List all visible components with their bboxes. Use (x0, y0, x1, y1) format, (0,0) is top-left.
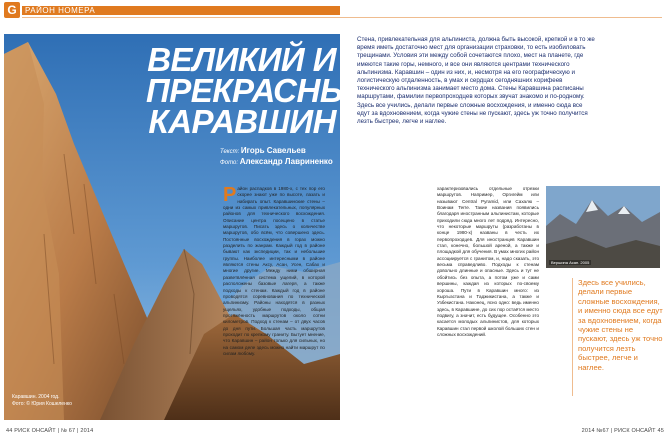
lead-paragraph: Стена, привлекательная для альпиниста, должна быть высокой, крепкой и в то же время иметь достаточно мест для организации страховки, то есть изобиловать трещинами. Условия эти между собой сочетаются плохо, мест на планете, где имеются такие горы, немного, и все они являются центрами технического альпинизма. Каравшин – один из них, и, несмотря на его географическую и логистическую отдаленность, в умах и сердцах сегодняшних корифеев технического альпинизма занимает место дома. Стены Каравшина расписаны маршрутами, фамилии первопроходцев которых звучат знакомо и по-родному. Здесь все учились, делали первые сложные восхождения, и именно сюда все едут за вдохновением, когда чужие стены не пускают, здесь уж точно получится лезть быстрее, легче и наглее. (357, 36, 595, 126)
body-column-2: характеризовались отдельные отрезки маршрутов. Например, Оргигейм или называют Central Pyramid, или Сахалю – Воинам Terre. Такие названия появились благодаря иностранным альпинистам, которые приходили сюда много лет подряд. Интересно, что некоторые маршруты (разработаны в конце 1980-х) названы в честь их первопроходцев. Для иностранцев Каравшин стал, конечно, большой ареной, а также и площадкой для обучения. В умах многих район ассоциируется с гранитом, и, надо сказать, это весьма справедливо. Подходы к стенам довольно длинные и опасные. Здесь и тут не обойтись без опыта, а потом уже и сами вершины, каждая из которых по-своему хороша. Пути в Каравшин много: из Кыргызстана и Таджикистана, а также и Узбекистана. Наконец, ясно одно: ведь именно здесь, в Каравшине, до сих пор остаётся место подвигу, а значит, есть будущее. Особенно это касается молодых альпинистов, для которых Каравшин стал первой школой больших стен и сложных восхождений. (437, 186, 539, 337)
section-title: РАЙОН НОМЕРА (25, 6, 96, 15)
article-headline: ВЕЛИКИЙ И ПРЕКРАСНЫЙ КАРАВШИН (146, 41, 376, 140)
photo-caption (12, 394, 72, 408)
header-rule (22, 17, 662, 18)
footer-left: 44 РИСК ОНСАЙТ | № 67 | 2014 (6, 428, 94, 434)
article-credits (220, 146, 336, 168)
footer-right: 2014 №67 | РИСК ОНСАЙТ 45 (581, 428, 664, 434)
photo-caption-line1: Каравшин. 2004 год. (12, 394, 60, 400)
inset-photo (546, 186, 660, 268)
inset-caption: Вершина Асан. 2005 (551, 260, 590, 265)
column-1-text: айон распадков в 1980-х, с тех пор его скорее знают уже по высоте, лазать и набирать опыт. Каравшинские стены – одни из самых привлекательных, популярных районов для технического восхождения. Описание центра посещено в статье маршрутов. Писать здесь о количестве маршрутов, обо всём, что совершено здесь. Постоянные восхождения в горах можно разделить по жанрам. Каждый год в районе бывают как экспедиции, так и небольшие группы. Наиболее интересными в районе являются стены Аксу, Асан, Усен, Сабах и многие другие. Между ними обширная разветвлённая система ущелий, в которой расположены базовые лагеря, а также подходы к стенам. Каждый год в районе проводятся соревнования по технической альпинизму. Районы находятся в разных ущельях, удобные подходы, общая протяжённость маршрутов около сотни километров. Подход к стенам – от двух часов до дня пути. Большая часть маршрутов проходит по крепкому граниту. Бытует мнение, что Каравшин – район только для сильных, но на самом деле здесь можно найти маршрут по силам любому. (223, 186, 325, 356)
photographer-name: Александр Лавриненко (239, 157, 333, 166)
pullquote-rule (572, 278, 573, 396)
magazine-logo: G (4, 2, 20, 18)
pullquote: Здесь все учились, делали первые сложные восхождения, и именно сюда все едут за вдохновением, когда чужие стены не пускают, здесь уж точно получится лезть быстрее, легче и наглее. (578, 278, 663, 372)
photo-label: Фото: (220, 160, 239, 166)
author-name: Игорь Савельев (240, 146, 306, 155)
drop-cap: Р (223, 184, 237, 206)
photo-caption-line2: Фото: © Юрия Кошеленко (12, 401, 72, 407)
text-label: Текст: (220, 149, 240, 155)
body-column-1 (223, 186, 325, 357)
inset-mountain-photo (546, 186, 660, 268)
